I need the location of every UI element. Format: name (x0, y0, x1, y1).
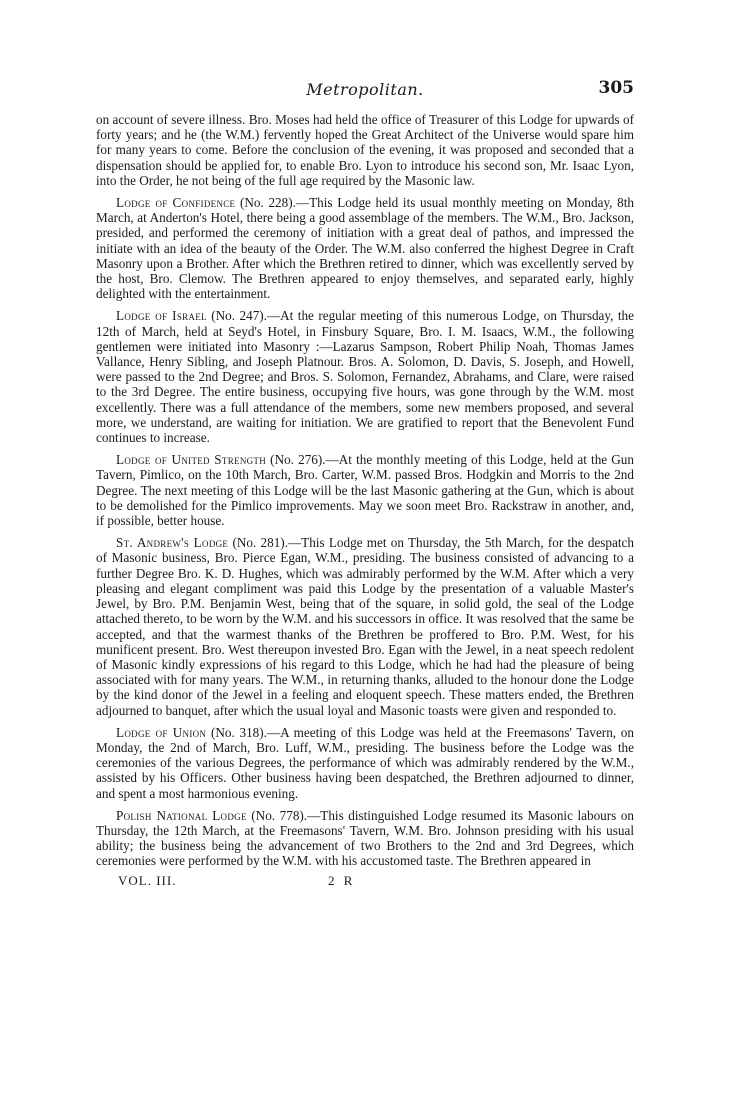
paragraph-lodge-of-israel (96, 308, 634, 445)
lodge-name: Lodge of Union (116, 724, 207, 740)
lodge-name: Lodge of Israel (116, 308, 207, 324)
paragraph-text: (No. 276).—At the monthly meeting of this Lodge, held at the Gun Tavern, Pimlico, on the 10th March, Bro. Carter, W.M. passed Bros. Hodgkin and Morris to the 2nd Degree. The next meeting of this Lodge will be the last Masonic gathering at the Gun, which is about to be demolished for the Pimlico improvements. May we soon meet Bro. Rackstraw in another, and, if possible, better house. (96, 452, 634, 529)
paragraph-text: on account of severe illness. Bro. Moses had held the office of Treasurer of this Lodge for upwards of forty years; and he (the W.M.) fervently hoped the Great Architect of the Universe would spare him for many years to come. Before the conclusion of the evening, it was proposed and seconded that a dispensation should be applied for, to enable Bro. Lyon to introduce his second son, Mr. Isaac Lyon, into the Order, he not being of the full age required by the Masonic law. (96, 112, 634, 188)
paragraph-text: (No. 281).—This Lodge met on Thursday, the 5th March, for the despatch of Masonic business, Bro. Pierce Egan, W.M., presiding. The business consisted of advancing to a further Degree Bro. K. D. Hughes, which was admirably performed by the W.M. After which a very pleasing and elegant compliment was paid this Lodge by the presentation of a valuable Master's Jewel, by Bro. P.M. Benjamin West, being that of the square, in solid gold, the seal of the Lodge attached thereto, to be worn by the W.M. and his successors in office. It was resolved that the same be accepted, and that the warmest thanks of the Brethren be proffered to Bro. P.M. West, for his munificent present. Bro. West thereupon invested Bro. Egan with the Jewel, in a neat speech redolent of Masonic kindly expressions of his regard to this Lodge, which he had had the pleasure of being associated with for many years. The W.M., in returning thanks, alluded to the honour done the Lodge by the kind donor of the Jewel in a feeling and eloquent speech. These matters ended, the Brethren adjourned to banquet, after which the usual loyal and Masonic toasts were given and responded to. (96, 535, 634, 718)
paragraph-st-andrews-lodge (96, 535, 634, 717)
lodge-name: Lodge of Confidence (116, 195, 236, 211)
page-footer (96, 873, 634, 891)
running-title: Metropolitan. (306, 80, 424, 99)
page-number: 305 (598, 78, 634, 98)
lodge-name: Lodge of United Strength (116, 452, 267, 468)
paragraph-polish-national-lodge (96, 808, 634, 869)
document-page (96, 78, 634, 891)
signature-mark: 2 R (328, 872, 356, 888)
paragraph-lodge-of-united-strength (96, 452, 634, 528)
paragraph-text: (No. 247).—At the regular meeting of this numerous Lodge, on Thursday, the 12th of March, held at Seyd's Hotel, in Finsbury Square, Bro. I. M. Isaacs, W.M., the following gentlemen were initiated into Masonry :—Lazarus Sampson, Robert Philip Noah, Thomas James Vallance, Henry Sibling, and Joseph Platnour. Bros. A. Solomon, D. Davis, S. Joseph, and Howell, were passed to the 2nd Degree; and Bros. S. Solomon, Fernandez, Abrahams, and Clare, were raised to the 3rd Degree. The entire business, occupying five hours, was gone through by the W.M. most excellently. There was a full attendance of the members, some new members proposed, and several more, we understand, are waiting for initiation. We are gratified to report that the Benevolent Fund continues to increase. (96, 308, 634, 446)
paragraph-text: (No. 318).—A meeting of this Lodge was held at the Freemasons' Tavern, on Monday, the 2nd of March, Bro. Luff, W.M., presiding. The business before the Lodge was the ceremonies of the various Degrees, the performance of which was admirably rendered by the W.M., assisted by his Officers. Other business having been despatched, the Brethren adjourned to dinner, and spent a most harmonious evening. (96, 724, 634, 801)
paragraph-continuation (96, 112, 634, 188)
lodge-name: Polish National Lodge (116, 807, 247, 823)
volume-label: VOL. III. (118, 872, 177, 888)
paragraph-lodge-of-confidence (96, 195, 634, 301)
paragraph-lodge-of-union (96, 725, 634, 801)
paragraph-text: (No. 228).—This Lodge held its usual monthly meeting on Monday, 8th March, at Anderton's Hotel, there being a good assemblage of the members. The W.M., Bro. Jackson, presided, and performed the ceremony of initiation with a great deal of pathos, and impressed the initiate with an idea of the beauty of the Order. The W.M. also conferred the highest Degree in Craft Masonry upon a Brother. After which the Brethren retired to dinner, which was excellently served by the host, Bro. Clemow. The Brethren appeared to enjoy themselves, and separated early, highly delighted with the entertainment. (96, 195, 634, 302)
lodge-name: St. Andrew's Lodge (116, 535, 229, 551)
paragraph-text: (No. 778).—This distinguished Lodge resumed its Masonic labours on Thursday, the 12th March, at the Freemasons' Tavern, W.M. Bro. Johnson presiding with his usual ability; the business being the advancement of two Brothers to the 2nd and 3rd Degrees, which ceremonies were performed by the W.M. with his accustomed taste. The Brethren appeared in (96, 807, 635, 869)
page-header (96, 78, 634, 102)
